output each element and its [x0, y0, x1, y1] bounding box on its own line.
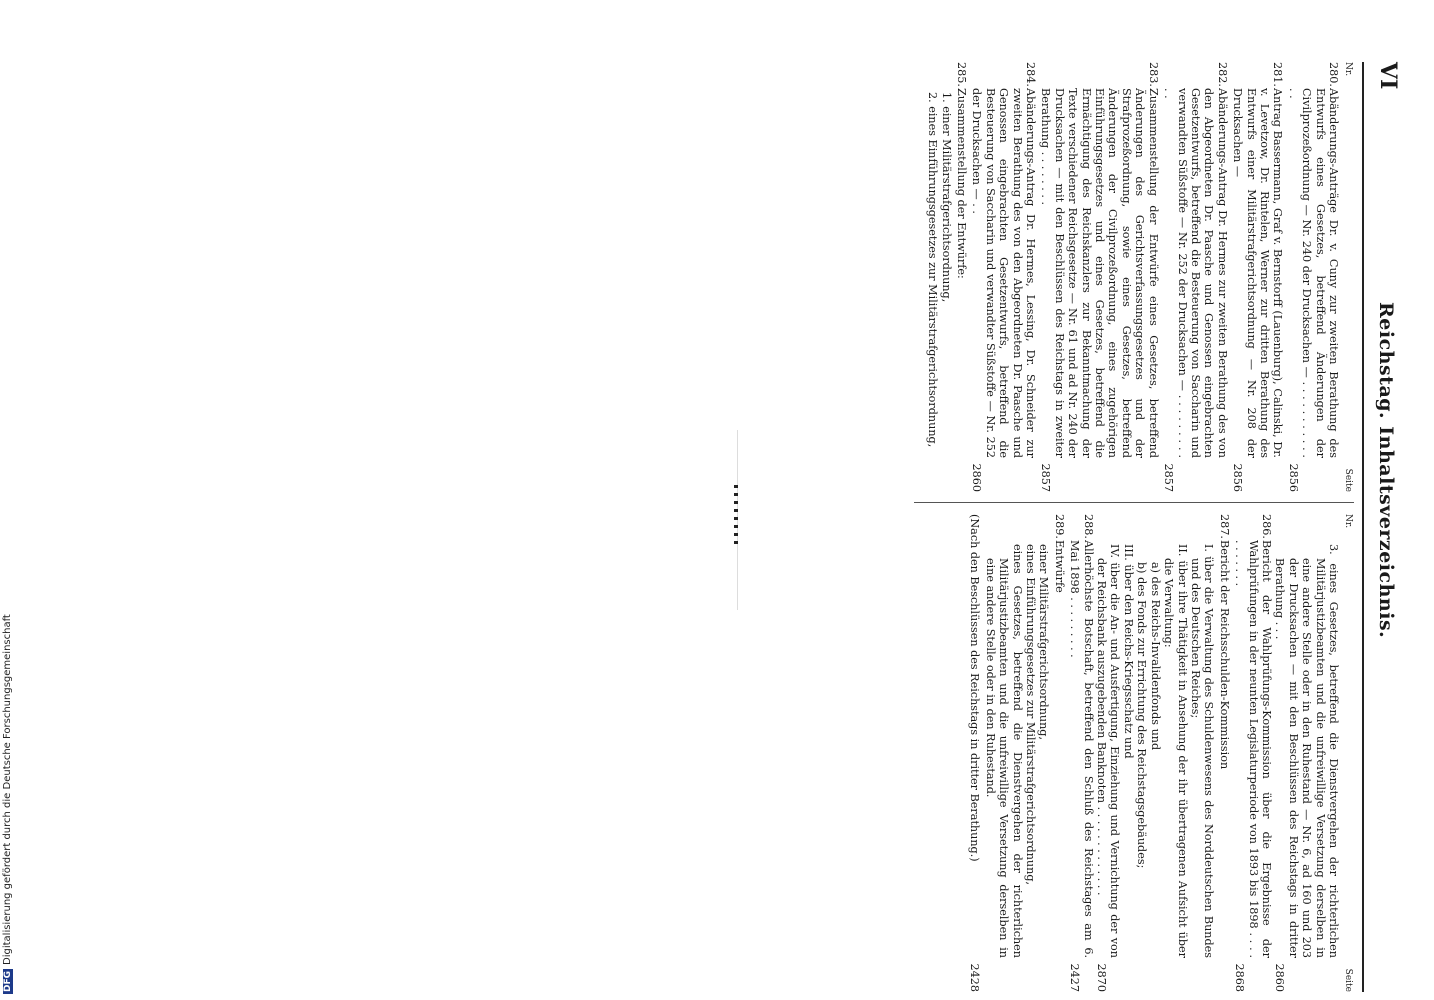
entry-number: 286. [1259, 514, 1273, 539]
page-ref: 2860 [970, 463, 984, 492]
sub-entry-text: eines Einführungsgesetzes zur Militärstrafgerichtsordnung, [1024, 544, 1038, 886]
toc-sub-entry [1148, 514, 1161, 992]
note-text: (Nach den Beschlüssen des Reichstags in dritter Berathung.) [968, 514, 982, 862]
seite-label: Seite [1343, 968, 1353, 992]
page-ref: 2860 [1273, 963, 1287, 992]
page-number: VI [1375, 62, 1401, 90]
right-entry-list [1217, 514, 1273, 992]
toc-entry [1231, 62, 1285, 492]
entry-text: Bericht der Reichsschulden-Kommission [1217, 540, 1231, 770]
toc-sub-entry [1273, 514, 1340, 992]
toc-entry [1039, 62, 1160, 492]
toc-sub-entry [1122, 514, 1135, 992]
toc-entry [1233, 514, 1273, 992]
column-divider [914, 502, 1354, 503]
column-header [1340, 62, 1354, 492]
sub-entry-text: I. über die Verwaltung des Schuldenwesens des Norddeutschen Bundes und des Deutschen Reiches; [1188, 544, 1216, 958]
sub-entry-text: einer Militärstrafgerichtsordnung, [1037, 544, 1051, 741]
left-sub-list [926, 62, 953, 492]
page-ref: 2868 [1233, 963, 1247, 992]
sub-entry-text: 2. eines Einführungsgesetzes zur Militärstrafgerichtsordnung, [926, 92, 940, 448]
sub-entry-text: 3. eines Gesetzes, betreffend die Dienstvergehen der richterlichen Militärjustizbeamten und die unfreiwillige Versetzung derselben in eine andere Stelle oder in den Ruhestand — Nr. 6, ad 160 und 203 der Drucksachen — mit den Beschlüssen des Reichstags in dritter Berathung . . . [1273, 544, 1340, 958]
closing-note [968, 514, 981, 992]
right-sub-list [1095, 514, 1135, 992]
toc-entry [1217, 514, 1230, 992]
left-entry-list [955, 62, 1340, 492]
right-entry-list [1052, 514, 1094, 992]
right-sub-list [1162, 514, 1216, 992]
footer-text: Digitalisierung gefördert durch die Deutsche Forschungsgemeinschaft [2, 614, 13, 965]
right-sub-list [1273, 514, 1340, 992]
toc-sub-entry [1024, 514, 1037, 992]
page-ref: 2428 [968, 963, 982, 992]
entry-number: 288. [1081, 514, 1095, 539]
entry-number: 287. [1217, 514, 1231, 539]
page-ref: 2856 [1231, 463, 1245, 492]
right-column [968, 514, 1354, 992]
toc-sub-entry [1037, 514, 1050, 992]
entry-text: Zusammenstellung der Entwürfe eines Gesetzes, betreffend Änderungen des Gerichtsverfassungsgesetzes und der Strafprozeßordnung, sowie eines Gesetzes, betreffend Änderungen der Civilprozeßordnung, eines zugehörigen Einführungsgesetzes und eines Gesetzes, betreffend die Ermächtigung des Reichskanzlers zur Bekanntmachung der Texte verschiedener Reichsgesetze — Nr. 61 und ad Nr. 240 der Drucksachen — mit den Beschlüssen des Reichstags in zweiter Berathung . . . . . . . . [1039, 88, 1160, 458]
toc-sub-entry [1189, 514, 1216, 992]
dfg-logo: DFG [3, 970, 13, 992]
toc-sub-entry [939, 62, 952, 492]
sub-entry-text: b) des Fonds zur Errichtung des Reichstagsgebäudes; [1135, 562, 1149, 869]
nr-label: Nr. [1343, 514, 1353, 529]
entry-text: Antrag Bassermann, Graf v. Bernstorff (Lauenburg), Calinski, Dr. v. Levetzow, Dr. Rintelen, Werner zur dritten Berathung des Entwurfs einer Militärstrafgerichtsordnung — Nr. 208 der Drucksachen — [1231, 88, 1285, 458]
sub-entry-text: IV. über die An- und Ausfertigung, Einziehung und Vernichtung der von der Reichsbank auszugebenden Banknoten . . . . . . . . . . . . . [1095, 544, 1122, 958]
toc-entry [1286, 62, 1340, 492]
toc-sub-entry [983, 514, 1023, 992]
page-ref: 2857 [1162, 463, 1176, 492]
entry-number: 284. [1024, 62, 1038, 87]
entry-number: 281. [1271, 62, 1285, 87]
entry-number: 280. [1327, 62, 1340, 87]
entry-number: 285. [955, 62, 969, 87]
scan-mark [734, 485, 738, 545]
page-ref: 2427 [1068, 963, 1082, 992]
sub-entry-text: III. über den Reichs-Kriegsschatz und [1121, 544, 1135, 759]
entry-text: Entwürfe [1052, 540, 1066, 593]
page-title: Reichstag. Inhaltsverzeichnis. [1375, 302, 1397, 639]
toc-sub-entry [1095, 514, 1122, 992]
nr-label: Nr. [1343, 62, 1353, 77]
seite-label: Seite [1343, 468, 1353, 492]
entry-number: 282. [1215, 62, 1229, 87]
toc-entry [955, 62, 968, 492]
right-sub-list [1135, 514, 1162, 992]
toc-entry [1052, 514, 1065, 992]
toc-sub-entry [1135, 514, 1148, 992]
entry-text: Bericht der Wahlprüfungs-Kommission über die Ergebnisse der Wahlprüfungen in der neunten Legislaturperiode von 1893 bis 1898 . . . . . . . . . . . [1233, 540, 1273, 958]
document-page [834, 62, 1401, 992]
footer [2, 614, 13, 994]
entry-text: Zusammenstellung der Entwürfe: [955, 88, 969, 279]
page-ref: 2857 [1039, 463, 1053, 492]
sub-entry-text: a) des Reichs-Invalidenfonds und [1148, 562, 1162, 751]
page-ref: 2870 [1095, 963, 1109, 992]
sub-entry-text: 1. einer Militärstrafgerichtsordnung, [939, 92, 953, 303]
toc-sub-entry [926, 62, 939, 492]
entry-text: Abänderungs-Antrag Dr. Hermes zur zweiten Berathung des von den Abgeordneten Dr. Paasche und Genossen eingebrachten Gesetzentwurfs, betreffend die Besteuerung von Saccharin und verwandten Süßstoffe — Nr. 252 der Drucksachen — . . . . . . . . . . . [1162, 88, 1229, 458]
toc-sub-entry [1162, 514, 1189, 992]
toc-entry [1162, 62, 1229, 492]
toc-entry [970, 62, 1037, 492]
sub-entry-text: eines Gesetzes, betreffend die Dienstvergehen der richterlichen Militärjustizbeamten und die unfreiwillige Versetzung derselben in eine andere Stelle oder in den Ruhestand. [983, 544, 1024, 958]
sub-entry-text: II. über ihre Thätigkeit in Ansehung der ihr übertragenen Aufsicht über die Verwaltung: [1162, 544, 1189, 958]
toc-entry [1068, 514, 1095, 992]
entry-text: Abänderungs-Antrag Dr. Hermes, Lessing, Dr. Schneider zur zweiten Berathung des von den Abgeordneten Dr. Paasche und Genossen eingebrachten Gesetzentwurfs, betreffend die Besteuerung von Saccharin und verwandter Süßstoffe — Nr. 252 der Drucksachen — . . [970, 88, 1038, 458]
page-ref: 2856 [1286, 463, 1300, 492]
entry-number: 283. [1146, 62, 1160, 87]
page-header [1362, 62, 1401, 992]
left-column [926, 62, 1354, 492]
right-sub-list [983, 514, 1050, 992]
entry-text: Abänderungs-Anträge Dr. v. Cuny zur zweiten Berathung des Entwurfs eines Gesetzes, betreffend Änderungen der Civilprozeßordnung — Nr. 240 der Drucksachen — . . . . . . . . . . . . . [1286, 88, 1340, 458]
column-header [1340, 514, 1354, 992]
entry-number: 289. [1052, 514, 1066, 539]
entry-text: Allerhöchste Botschaft, betreffend den Schluß des Reichstages am 6. Mai 1898 . . . . . . . . . [1068, 540, 1095, 958]
